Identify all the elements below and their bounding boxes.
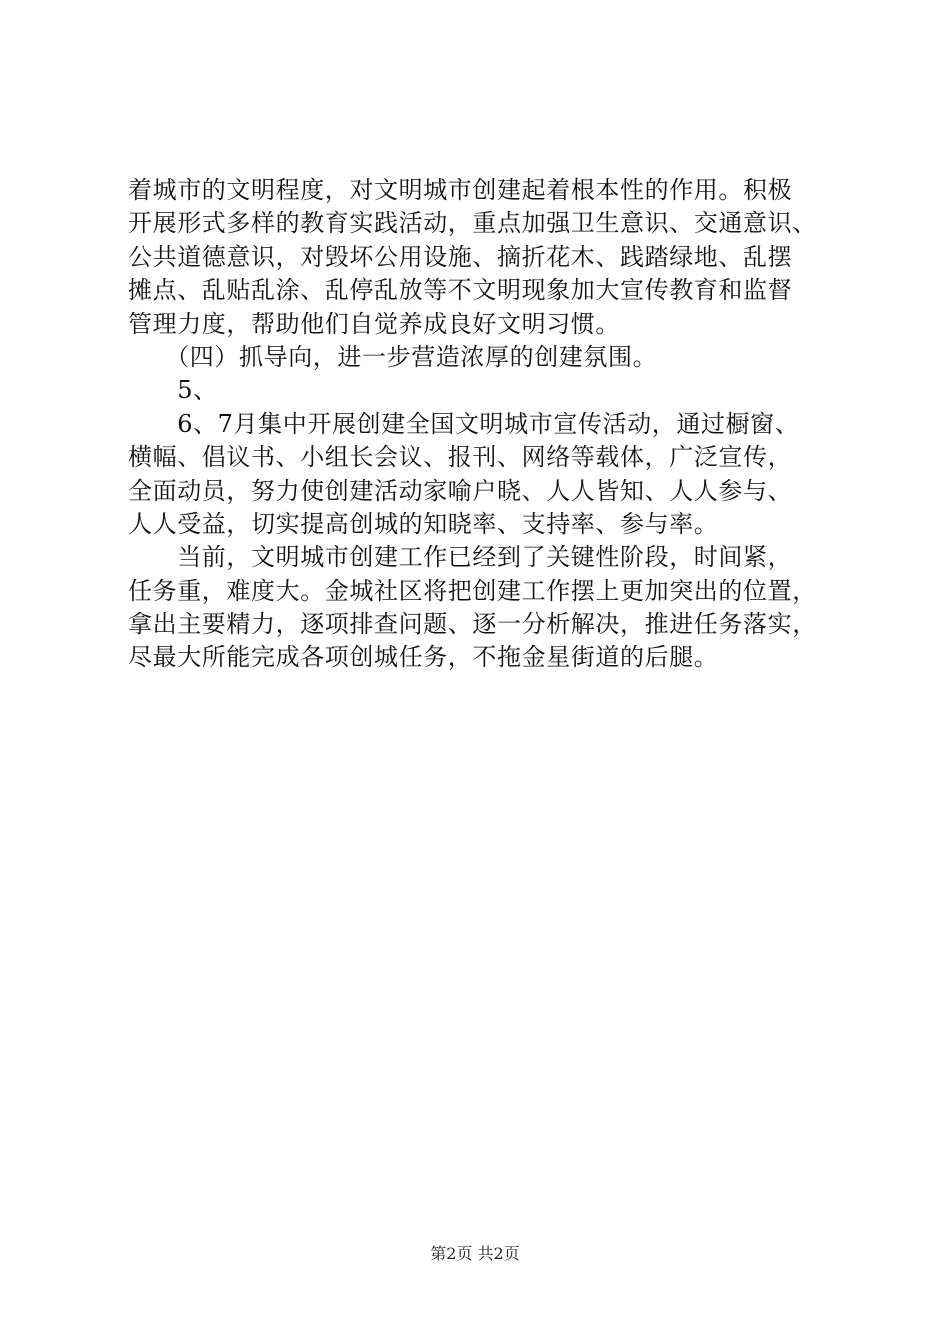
text-line: 当前，文明城市创建工作已经到了关键性阶段，时间紧，	[128, 543, 793, 572]
text-line: 拿出主要精力，逐项排查问题、逐一分析解决，推进任务落实，	[128, 610, 817, 639]
text-line: 5、	[128, 376, 218, 405]
text-line: 任务重，难度大。金城社区将把创建工作摆上更加突出的位置，	[128, 576, 817, 605]
text-line: 横幅、倡议书、小组长会议、报刊、网络等载体，广泛宣传，	[128, 443, 793, 472]
text-line: 摊点、乱贴乱涂、乱停乱放等不文明现象加大宣传教育和监督	[128, 276, 793, 305]
text-line: 全面动员，努力使创建活动家喻户晓、人人皆知、人人参与、	[128, 476, 793, 505]
text-line: 人人受益，切实提高创城的知晓率、支持率、参与率。	[128, 509, 719, 538]
page-number-footer: 第2页 共2页	[430, 1244, 520, 1263]
text-line: 尽最大所能完成各项创城任务，不拖金星街道的后腿。	[128, 643, 719, 672]
text-line: 开展形式多样的教育实践活动，重点加强卫生意识、交通意识、	[128, 209, 817, 238]
body-text	[128, 174, 848, 675]
text-line: 着城市的文明程度，对文明城市创建起着根本性的作用。积极	[128, 176, 793, 204]
text-line: 公共道德意识，对毁坏公用设施、摘折花木、践踏绿地、乱摆	[128, 242, 793, 271]
text-line: 6、7月集中开展创建全国文明城市宣传活动，通过橱窗、	[128, 409, 800, 438]
text-line: 管理力度，帮助他们自觉养成良好文明习惯。	[128, 309, 620, 338]
text-line: （四）抓导向，进一步营造浓厚的创建氛围。	[128, 342, 658, 371]
